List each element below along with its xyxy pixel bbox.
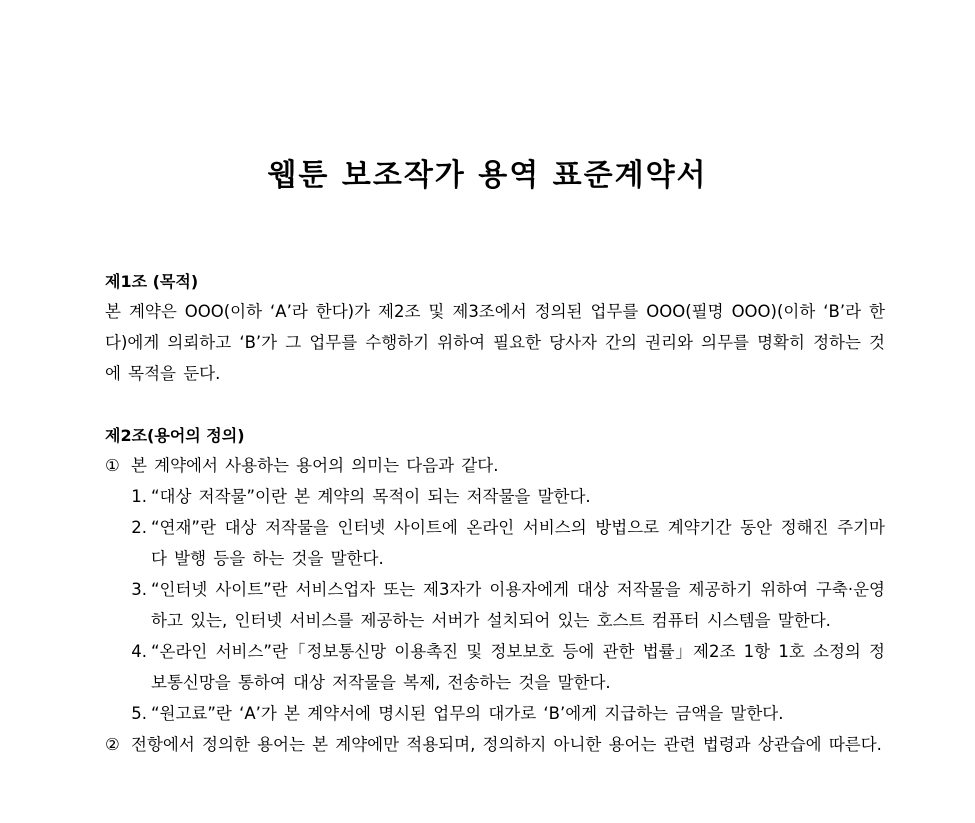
list-item-number: 5.	[131, 704, 147, 723]
clause-2-mark: ②	[105, 735, 120, 754]
article-2	[105, 422, 885, 760]
list-item-number: 1.	[131, 487, 147, 506]
list-item-number: 2.	[131, 518, 147, 537]
list-item-number: 3.	[131, 580, 147, 599]
clause-2-text: 전항에서 정의한 용어는 본 계약에만 적용되며, 정의하지 아니한 용어는 관련 법령과 상관습에 따른다.	[131, 735, 882, 754]
clause-2	[105, 729, 885, 760]
list-item	[105, 574, 885, 636]
list-item-text: “원고료”란 ‘A’가 본 계약서에 명시된 업무의 대가로 ‘B’에게 지급하는 금액을 말한다.	[151, 704, 784, 723]
list-item-text: “연재”란 대상 저작물을 인터넷 사이트에 온라인 서비스의 방법으로 계약기간 동안 정해진 주기마다 발행 등을 하는 것을 말한다.	[151, 518, 885, 568]
definition-list	[105, 481, 885, 729]
article-1	[105, 268, 885, 389]
clause-1-mark: ①	[105, 456, 120, 475]
list-item	[105, 512, 885, 574]
list-item	[105, 481, 885, 512]
clause-1-text: 본 계약에서 사용하는 용어의 의미는 다음과 같다.	[131, 456, 499, 475]
list-item-number: 4.	[131, 642, 147, 661]
article-1-heading: 제1조 (목적)	[105, 272, 199, 291]
article-2-heading: 제2조(용어의 정의)	[105, 426, 245, 445]
list-item-text: “대상 저작물”이란 본 계약의 목적이 되는 저작물을 말한다.	[151, 487, 591, 506]
list-item	[105, 636, 885, 698]
clause-1	[105, 450, 885, 481]
article-1-text: 본 계약은 OOO(이하 ‘A’라 한다)가 제2조 및 제3조에서 정의된 업무를 OOO(필명 OOO)(이하 ‘B’라 한다)에게 의뢰하고 ‘B’가 그 업무를 수행하기 위하여 필요한 당사자 간의 권리와 의무를 명확히 정하는 것에 목적을 둔다.	[105, 302, 885, 383]
document-title: 웹툰 보조작가 용역 표준계약서	[267, 158, 708, 193]
list-item-text: “온라인 서비스”란「정보통신망 이용촉진 및 정보보호 등에 관한 법률」제2조 1항 1호 소정의 정보통신망을 통하여 대상 저작물을 복제, 전송하는 것을 말한다.	[151, 642, 885, 692]
list-item	[105, 698, 885, 729]
list-item-text: “인터넷 사이트”란 서비스업자 또는 제3자가 이용자에게 대상 저작물을 제공하기 위하여 구축·운영하고 있는, 인터넷 서비스를 제공하는 서버가 설치되어 있는 호스트 컴퓨터 시스템을 말한다.	[151, 580, 885, 630]
